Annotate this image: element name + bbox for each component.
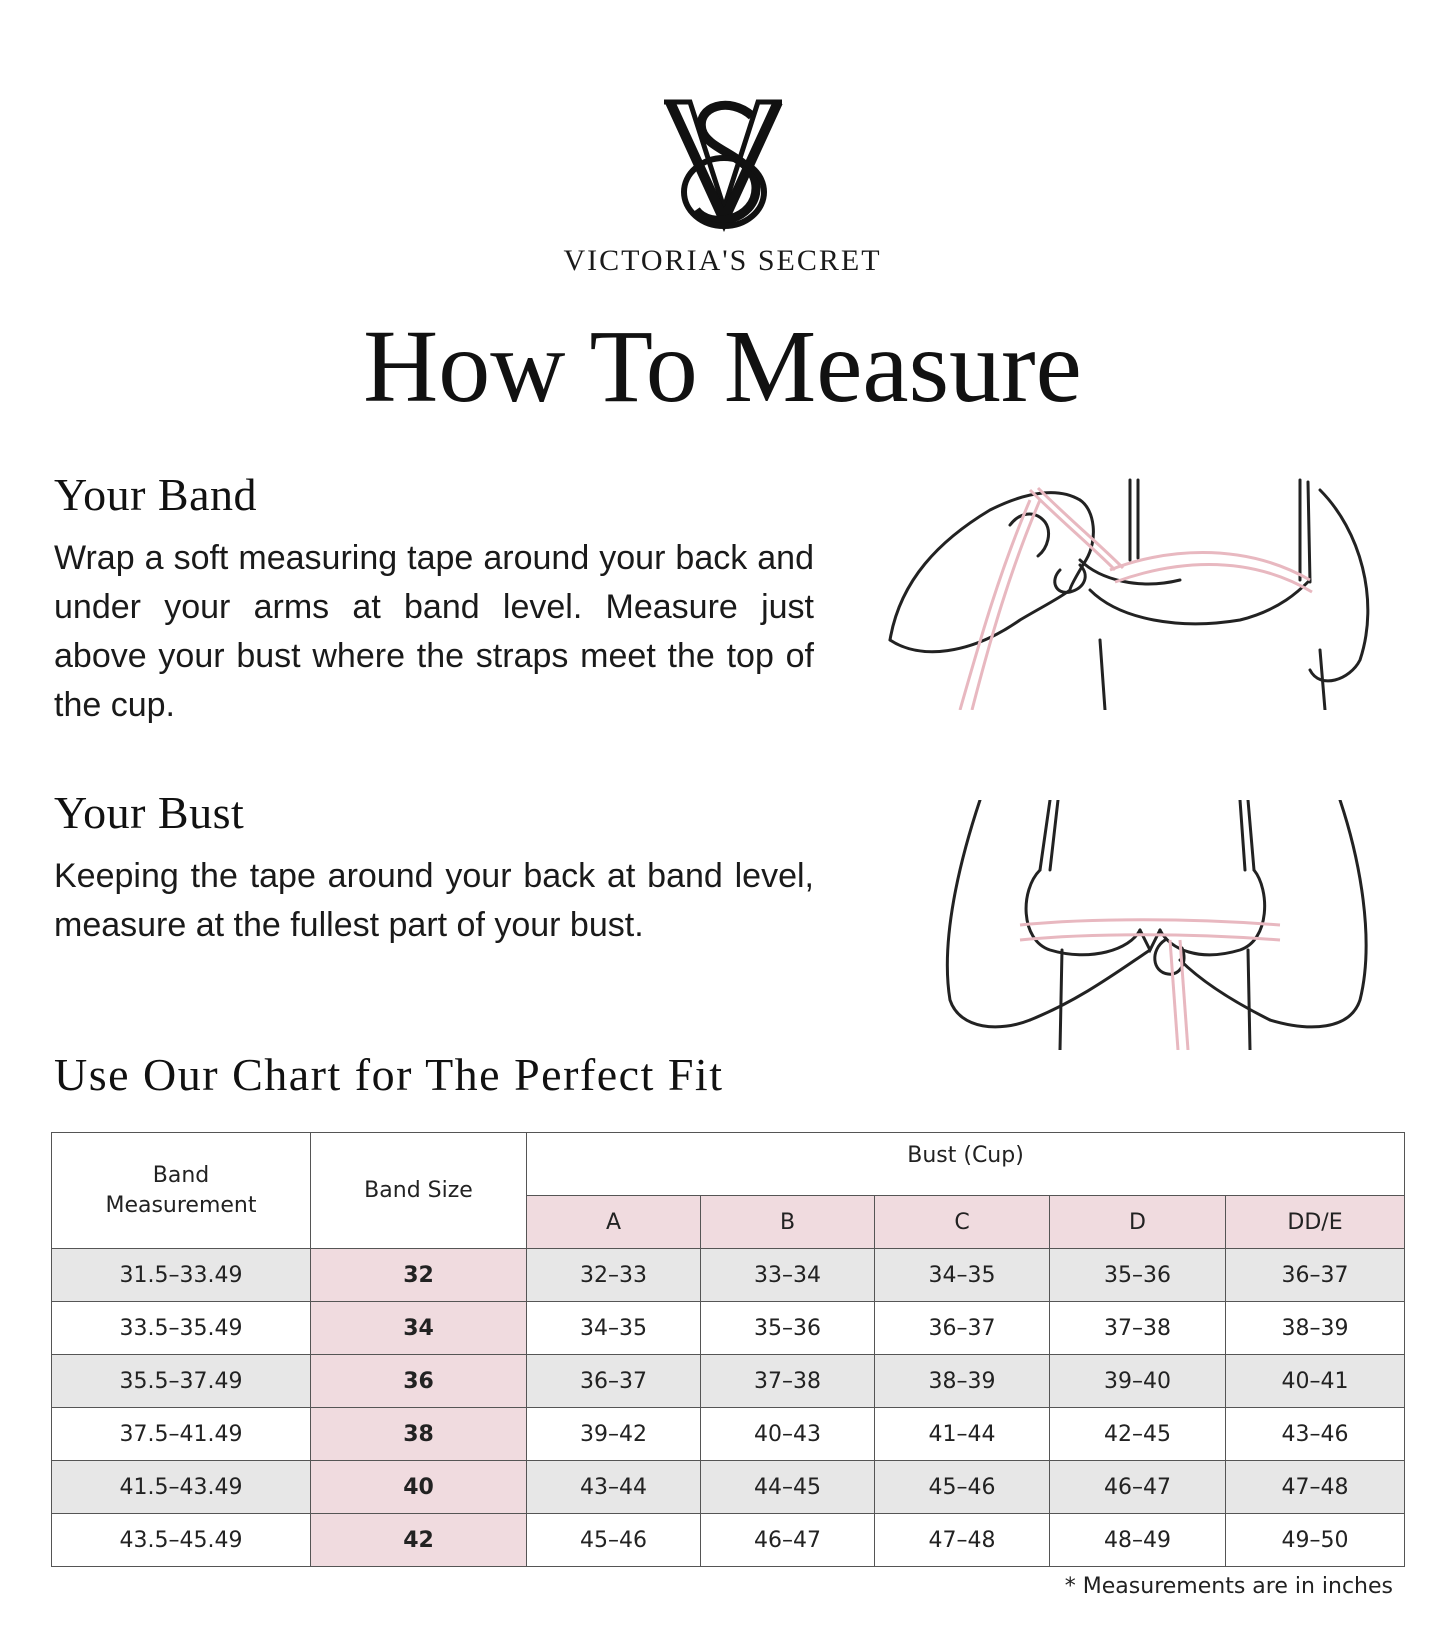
band-measurement-cell: 33.5–35.49 [52, 1302, 311, 1355]
size-chart-table [51, 1132, 1405, 1567]
cup-cell: 42–45 [1050, 1408, 1226, 1461]
brand-name: VICTORIA'S SECRET [563, 244, 882, 277]
header-cup-a: A [527, 1196, 701, 1249]
table-row [52, 1355, 1405, 1408]
chart-title: Use Our Chart for The Perfect Fit [54, 1049, 724, 1100]
header-band-size: Band Size [311, 1133, 527, 1249]
cup-cell: 37–38 [1050, 1302, 1226, 1355]
header-bust-cup: Bust (Cup) [527, 1133, 1405, 1196]
cup-cell: 46–47 [1050, 1461, 1226, 1514]
band-size-cell: 38 [311, 1408, 527, 1461]
cup-cell: 36–37 [527, 1355, 701, 1408]
table-row [52, 1514, 1405, 1567]
cup-cell: 49–50 [1226, 1514, 1405, 1567]
band-heading: Your Band [54, 469, 258, 520]
table-row [52, 1302, 1405, 1355]
band-measure-illustration [880, 470, 1380, 710]
measurement-footnote: * Measurements are in inches [1064, 1574, 1393, 1599]
header-cup-dde: DD/E [1226, 1196, 1405, 1249]
vs-monogram-logo [660, 96, 788, 232]
header-cup-b: B [701, 1196, 875, 1249]
band-size-cell: 34 [311, 1302, 527, 1355]
cup-cell: 47–48 [1226, 1461, 1405, 1514]
band-measurement-cell: 41.5–43.49 [52, 1461, 311, 1514]
band-measurement-cell: 43.5–45.49 [52, 1514, 311, 1567]
band-measurement-cell: 37.5–41.49 [52, 1408, 311, 1461]
band-size-cell: 32 [311, 1249, 527, 1302]
cup-cell: 48–49 [1050, 1514, 1226, 1567]
cup-cell: 36–37 [1226, 1249, 1405, 1302]
cup-cell: 41–44 [875, 1408, 1050, 1461]
table-row [52, 1461, 1405, 1514]
cup-cell: 47–48 [875, 1514, 1050, 1567]
band-measurement-cell: 31.5–33.49 [52, 1249, 311, 1302]
header-cup-c: C [875, 1196, 1050, 1249]
band-size-cell: 42 [311, 1514, 527, 1567]
cup-cell: 34–35 [875, 1249, 1050, 1302]
header-band-measurement: Band Measurement [52, 1133, 311, 1249]
cup-cell: 35–36 [701, 1302, 875, 1355]
cup-cell: 45–46 [527, 1514, 701, 1567]
bust-heading: Your Bust [54, 787, 245, 838]
cup-cell: 39–42 [527, 1408, 701, 1461]
cup-cell: 46–47 [701, 1514, 875, 1567]
band-instructions: Wrap a soft measuring tape around your back and under your arms at band level. Measure just above your bust where the straps meet the top of the cup. [54, 539, 814, 724]
cup-cell: 45–46 [875, 1461, 1050, 1514]
page-title: How To Measure [363, 309, 1082, 424]
band-measurement-cell: 35.5–37.49 [52, 1355, 311, 1408]
cup-cell: 43–44 [527, 1461, 701, 1514]
bust-measure-illustration [940, 800, 1370, 1050]
cup-cell: 40–43 [701, 1408, 875, 1461]
cup-cell: 40–41 [1226, 1355, 1405, 1408]
header-cup-d: D [1050, 1196, 1226, 1249]
cup-cell: 38–39 [875, 1355, 1050, 1408]
table-row [52, 1408, 1405, 1461]
cup-cell: 32–33 [527, 1249, 701, 1302]
cup-cell: 38–39 [1226, 1302, 1405, 1355]
band-size-cell: 40 [311, 1461, 527, 1514]
band-size-cell: 36 [311, 1355, 527, 1408]
cup-cell: 43–46 [1226, 1408, 1405, 1461]
cup-cell: 37–38 [701, 1355, 875, 1408]
cup-cell: 39–40 [1050, 1355, 1226, 1408]
cup-cell: 44–45 [701, 1461, 875, 1514]
table-row [52, 1249, 1405, 1302]
cup-cell: 33–34 [701, 1249, 875, 1302]
cup-cell: 34–35 [527, 1302, 701, 1355]
cup-cell: 35–36 [1050, 1249, 1226, 1302]
bust-instructions: Keeping the tape around your back at band level, measure at the fullest part of your bust. [54, 857, 814, 944]
cup-cell: 36–37 [875, 1302, 1050, 1355]
